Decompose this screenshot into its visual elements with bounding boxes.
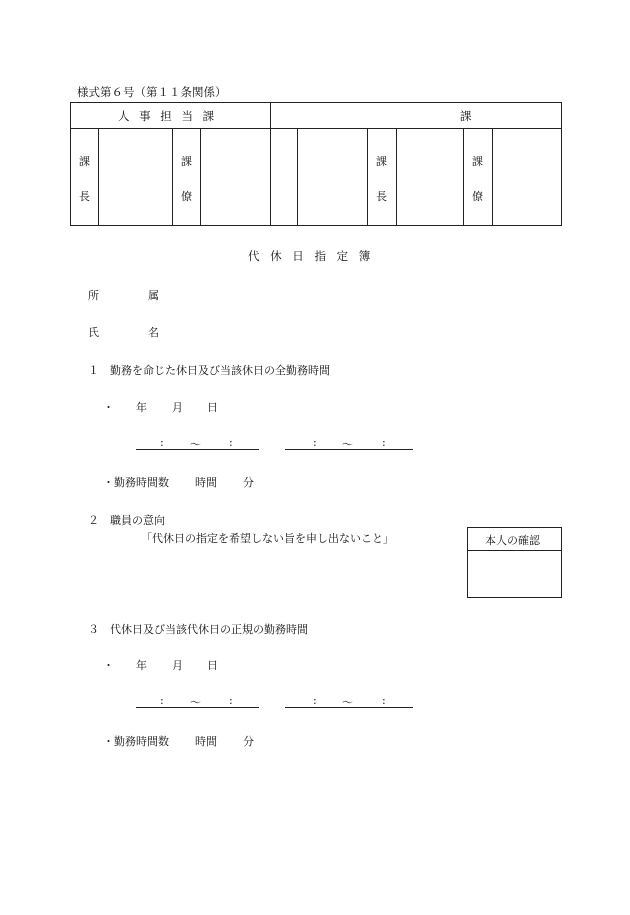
cell-colleague-1: 課 xyxy=(181,155,192,168)
header-divider xyxy=(70,128,562,129)
cell-dept-chief-1: 課 xyxy=(376,155,387,168)
cell-colleague-2: 僚 xyxy=(181,190,192,203)
affiliation-label-2: 属 xyxy=(148,289,159,302)
section3-heading: ３ 代休日及び当該代休日の正規の勤務時間 xyxy=(88,623,308,636)
section1-hours-label: ・勤務時間数 xyxy=(103,476,169,489)
affiliation-label-1: 所 xyxy=(88,289,99,302)
page-title: 代 休 日 指 定 簿 xyxy=(248,249,371,263)
dept-header: 課 xyxy=(460,109,472,123)
section3-minute-unit: 分 xyxy=(243,735,254,748)
section3-year: 年 xyxy=(136,659,147,672)
self-confirmation-label: 本人の確認 xyxy=(485,534,540,547)
section3-bullet: ・ xyxy=(103,659,114,672)
form-number: 様式第６号（第１１条関係） xyxy=(77,85,227,99)
section1-hour-unit: 時間 xyxy=(195,476,217,489)
section1-minute-unit: 分 xyxy=(243,476,254,489)
section3-hours-label: ・勤務時間数 xyxy=(103,735,169,748)
cell-chief-1: 課 xyxy=(79,155,90,168)
self-confirmation-box[interactable] xyxy=(467,527,562,598)
section3-day: 日 xyxy=(207,659,218,672)
name-label-2: 名 xyxy=(148,326,159,339)
section3-month: 月 xyxy=(172,659,183,672)
cell-dept-chief-2: 長 xyxy=(376,190,387,203)
cell-chief-2: 長 xyxy=(79,190,90,203)
section1-day: 日 xyxy=(207,401,218,414)
name-label-1: 氏 xyxy=(88,326,99,339)
section-divider xyxy=(270,102,271,226)
cell-dept-colleague-1: 課 xyxy=(472,155,483,168)
section1-heading: １ 勤務を命じた休日及び当該休日の全勤務時間 xyxy=(88,364,330,377)
section3-hour-unit: 時間 xyxy=(195,735,217,748)
section2-heading: ２ 職員の意向 xyxy=(88,514,165,527)
section1-year: 年 xyxy=(136,401,147,414)
cell-dept-colleague-2: 僚 xyxy=(472,190,483,203)
section1-bullet: ・ xyxy=(103,401,114,414)
section2-quote: 「代休日の指定を希望しない旨を申し出ないこと」 xyxy=(141,532,394,545)
hr-dept-header: 人 事 担 当 課 xyxy=(118,109,215,123)
section1-month: 月 xyxy=(172,401,183,414)
